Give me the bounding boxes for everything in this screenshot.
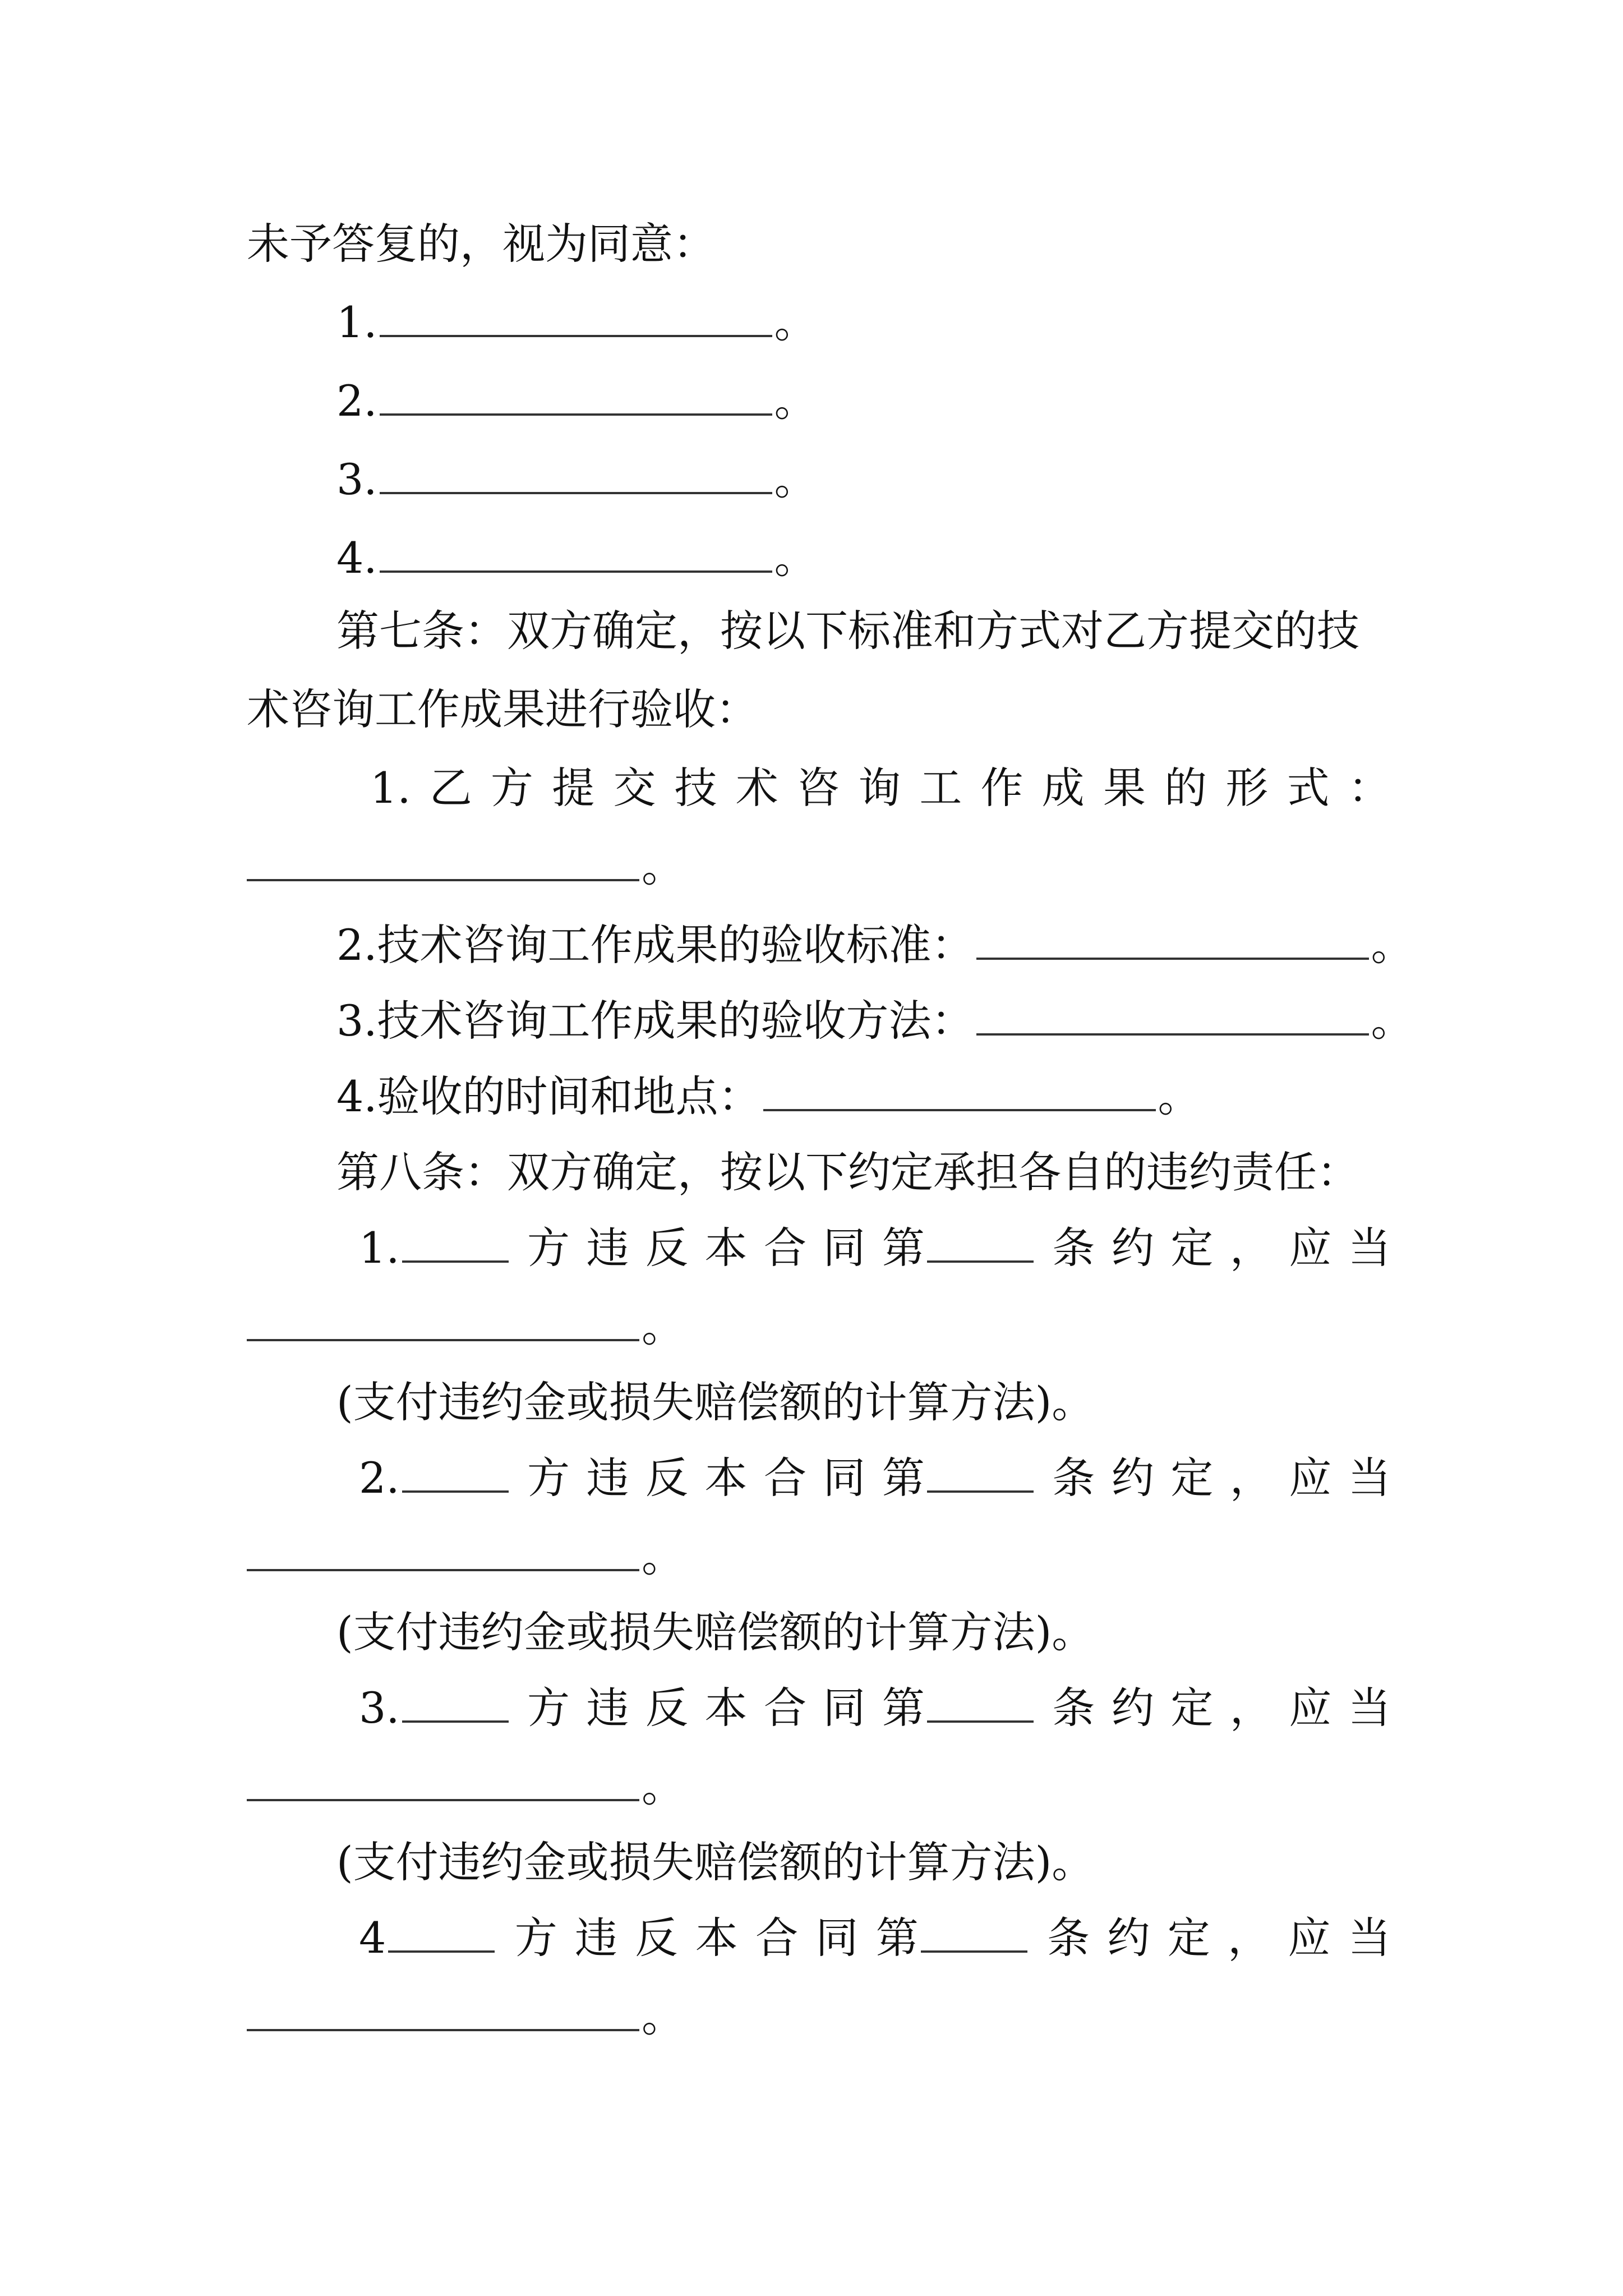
item-number: 2.: [359, 1453, 400, 1503]
spaced-char: 合: [763, 1683, 806, 1733]
list-number: 3.: [336, 454, 377, 504]
spaced-char: 形: [1225, 763, 1269, 813]
spaced-char: 工: [919, 763, 962, 813]
spaced-char: 应: [1289, 1223, 1332, 1273]
item-number: 4: [359, 1913, 386, 1963]
spaced-char: 果: [1103, 763, 1146, 813]
spaced-char: ，: [1229, 1683, 1272, 1733]
period: 。: [1158, 1071, 1201, 1121]
spaced-char: 1.: [370, 763, 411, 813]
article-7-item-1: [370, 752, 1391, 825]
article-8-item: [359, 1442, 1391, 1515]
fill-blank[interactable]: [976, 921, 1369, 960]
spaced-char: 方: [527, 1223, 570, 1273]
spaced-char: 提: [552, 763, 595, 813]
spaced-char: 定: [1167, 1913, 1210, 1963]
spaced-char: 同: [823, 1453, 866, 1503]
article-7-line2: 术咨询工作成果进行验收：: [247, 684, 758, 734]
item-number-with-blank: [359, 1902, 497, 1975]
period: 。: [642, 1301, 684, 1351]
spaced-char-with-blank: [882, 1442, 1036, 1515]
spaced-char: 方: [527, 1683, 570, 1733]
spaced-char: 违: [586, 1223, 629, 1273]
fill-blank[interactable]: [247, 842, 639, 881]
article-8-item-blank-line: [247, 1750, 1391, 1823]
fill-blank[interactable]: [247, 1992, 639, 2031]
fill-blank[interactable]: [763, 1072, 1156, 1111]
spaced-char: 应: [1289, 1683, 1332, 1733]
list-item: [336, 443, 1391, 516]
spaced-char: 条: [1052, 1683, 1095, 1733]
period: 。: [774, 454, 817, 504]
article-8-item-note: [336, 1596, 1391, 1669]
list-item: [336, 522, 1391, 595]
period: 。: [774, 297, 817, 347]
fill-blank[interactable]: [247, 1302, 639, 1341]
spaced-char-with-blank: [876, 1902, 1030, 1975]
spaced-char-with-blank: [882, 1212, 1036, 1285]
spaced-char: 合: [755, 1913, 799, 1963]
spaced-char: 方: [490, 763, 533, 813]
spaced-char: 本: [704, 1453, 748, 1503]
fill-blank[interactable]: [380, 376, 772, 416]
article-7-heading: [336, 595, 1391, 668]
spaced-char: ，: [1229, 1223, 1272, 1273]
spaced-char: 约: [1111, 1683, 1154, 1733]
spaced-char: 违: [575, 1913, 618, 1963]
spaced-char: 应: [1289, 1453, 1332, 1503]
period: 。: [642, 841, 684, 891]
article-8-item: [359, 1212, 1391, 1285]
spaced-char: 第: [882, 1223, 925, 1273]
fill-blank[interactable]: [976, 996, 1369, 1036]
period: 。: [1371, 920, 1414, 970]
spaced-char: 作: [980, 763, 1023, 813]
spaced-char: 本: [695, 1913, 738, 1963]
spaced-char-with-blank: [882, 1672, 1036, 1745]
list-number: 2.: [336, 376, 377, 426]
period: 。: [1371, 996, 1414, 1046]
spaced-char: 反: [645, 1223, 688, 1273]
fill-blank[interactable]: [247, 1762, 639, 1801]
article-7-item-2: [336, 909, 1414, 982]
period: 。: [642, 1531, 684, 1581]
spaced-char: 条: [1047, 1913, 1090, 1963]
spaced-char: 合: [763, 1223, 806, 1273]
spaced-char: 交: [613, 763, 656, 813]
fill-blank[interactable]: [927, 1453, 1034, 1493]
list-number: 1.: [336, 297, 377, 347]
item-text: 3.技术咨询工作成果的验收方法：: [336, 996, 974, 1046]
fill-blank[interactable]: [380, 298, 772, 337]
spaced-char: 乙: [429, 763, 472, 813]
article-8-item-blank-line: [247, 1290, 1391, 1363]
article-8-item: [359, 1672, 1391, 1745]
spaced-char: 询: [858, 763, 901, 813]
list-item: [336, 286, 1391, 359]
fill-blank[interactable]: [921, 1913, 1027, 1953]
article-7-item-1-blank-line: [247, 830, 1391, 903]
spaced-char: ，: [1228, 1913, 1271, 1963]
article-8-item: [359, 1902, 1391, 1975]
note-text: (支付违约金或损失赔偿额的计算方法)。: [336, 1607, 1095, 1657]
period: 。: [642, 1991, 684, 2041]
spaced-char: 术: [735, 763, 778, 813]
spaced-char: ：: [1348, 763, 1391, 813]
fill-blank[interactable]: [402, 1453, 509, 1493]
item-number: 3.: [359, 1683, 400, 1733]
intro-line: [247, 208, 1391, 280]
spaced-char: 反: [645, 1453, 688, 1503]
spaced-char: ，: [1229, 1453, 1272, 1503]
spaced-char: 当: [1348, 1223, 1391, 1273]
item-number: 1.: [359, 1223, 400, 1273]
note-text: (支付违约金或损失赔偿额的计算方法)。: [336, 1837, 1095, 1887]
article-7-continuation: [247, 673, 1391, 746]
fill-blank[interactable]: [380, 455, 772, 494]
fill-blank[interactable]: [247, 1532, 639, 1571]
fill-blank[interactable]: [927, 1683, 1034, 1723]
spaced-char: 反: [645, 1683, 688, 1733]
item-number-with-blank: [359, 1212, 511, 1285]
spaced-char: 本: [704, 1223, 748, 1273]
spaced-char: 约: [1111, 1223, 1154, 1273]
spaced-char: 同: [823, 1223, 866, 1273]
spaced-char: 当: [1348, 1913, 1391, 1963]
spaced-char: 当: [1348, 1683, 1391, 1733]
article-8-item-blank-line: [247, 1520, 1391, 1593]
spaced-char: 第: [875, 1913, 919, 1963]
item-number-with-blank: [359, 1672, 511, 1745]
fill-blank[interactable]: [402, 1223, 509, 1263]
item-text: 2.技术咨询工作成果的验收标准：: [336, 920, 974, 970]
spaced-char: 违: [586, 1683, 629, 1733]
article-8-item-blank-line: [247, 1980, 1391, 2053]
spaced-char: 同: [815, 1913, 859, 1963]
spaced-char: 同: [823, 1683, 866, 1733]
spaced-char: 第: [882, 1453, 925, 1503]
note-text: (支付违约金或损失赔偿额的计算方法)。: [336, 1377, 1095, 1427]
spaced-char: 当: [1348, 1453, 1391, 1503]
spaced-char: 成: [1041, 763, 1085, 813]
fill-blank[interactable]: [927, 1223, 1034, 1263]
spaced-char: 约: [1107, 1913, 1150, 1963]
fill-blank[interactable]: [388, 1913, 495, 1953]
spaced-char: 咨: [796, 763, 840, 813]
spaced-char: 定: [1170, 1683, 1214, 1733]
spaced-char: 技: [674, 763, 717, 813]
spaced-char: 方: [514, 1913, 557, 1963]
intro-text: 未予答复的，视为同意：: [247, 219, 716, 269]
spaced-char: 定: [1170, 1453, 1214, 1503]
spaced-char: 的: [1164, 763, 1207, 813]
period: 。: [642, 1761, 684, 1811]
spaced-char: 反: [635, 1913, 678, 1963]
period: 。: [774, 376, 817, 426]
article-8-item-note: [336, 1826, 1391, 1899]
spaced-char: 违: [586, 1453, 629, 1503]
spaced-char: 第: [882, 1683, 925, 1733]
spaced-char: 应: [1288, 1913, 1331, 1963]
spaced-char: 条: [1052, 1453, 1095, 1503]
period: 。: [774, 533, 817, 583]
article-8-item-note: [336, 1366, 1391, 1439]
article-8-text: 第八条：双方确定，按以下约定承担各自的违约责任：: [336, 1147, 1359, 1197]
item-number-with-blank: [359, 1442, 511, 1515]
spaced-char: 本: [704, 1683, 748, 1733]
article-7-item-4: [336, 1060, 1391, 1133]
list-number: 4.: [336, 533, 377, 583]
list-item: [336, 365, 1391, 438]
spaced-char: 合: [763, 1453, 806, 1503]
article-8-heading: [336, 1136, 1391, 1209]
fill-blank[interactable]: [380, 533, 772, 573]
article-7-line1: 第七条：双方确定，按以下标准和方式对乙方提交的技: [336, 606, 1359, 656]
article-7-item-3: [336, 984, 1414, 1057]
spaced-char: 式: [1287, 763, 1330, 813]
spaced-char: 条: [1052, 1223, 1095, 1273]
spaced-char: 定: [1170, 1223, 1214, 1273]
spaced-char: 方: [527, 1453, 570, 1503]
spaced-char: 约: [1111, 1453, 1154, 1503]
item-text: 4.验收的时间和地点：: [336, 1071, 761, 1121]
fill-blank[interactable]: [402, 1683, 509, 1723]
